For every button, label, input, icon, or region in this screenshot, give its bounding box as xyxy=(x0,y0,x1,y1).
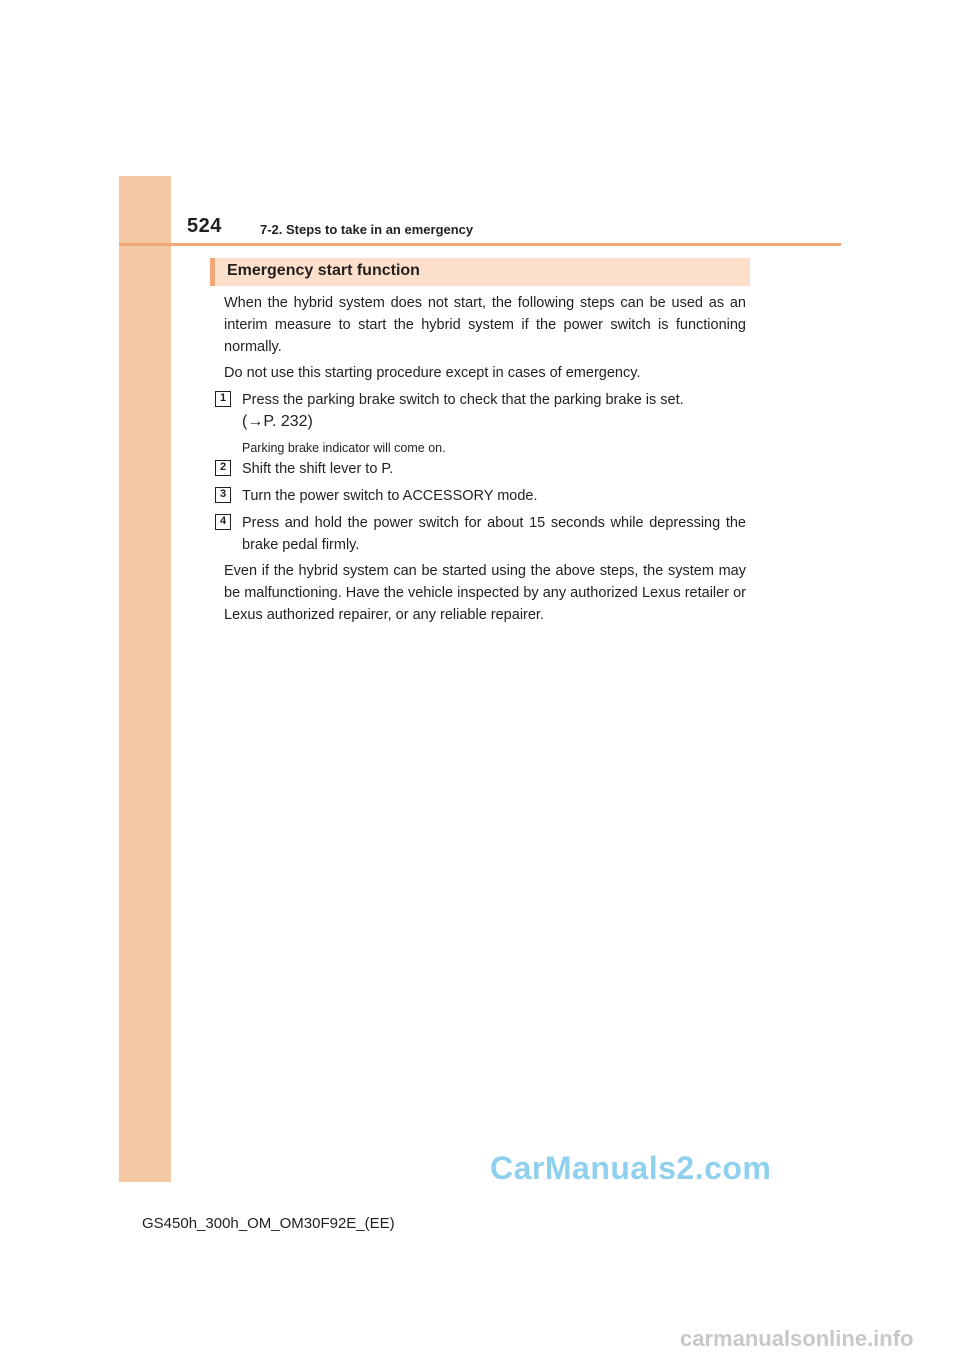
step-3-text: Turn the power switch to ACCESSORY mode. xyxy=(242,488,538,504)
step-1-line-1: Press the parking brake switch to check that the parking brake is set. xyxy=(242,392,684,408)
step-number-4: 4 xyxy=(215,514,231,530)
warning-paragraph: Do not use this starting procedure except in cases of emergency. xyxy=(224,365,641,381)
step-4-text: Press and hold the power switch for about 15 seconds while depressing the brake pedal firmly. xyxy=(242,515,746,553)
intro-paragraph: When the hybrid system does not start, the following steps can be used as an interim measure to start the hybrid system if the power switch is functioning normally. xyxy=(224,295,746,355)
step-number-3: 3 xyxy=(215,487,231,503)
step-number-1: 1 xyxy=(215,391,231,407)
header-rule xyxy=(119,243,841,246)
section-heading-bar xyxy=(210,258,750,286)
step-1-note: Parking brake indicator will come on. xyxy=(242,441,446,455)
page-sidebar-band xyxy=(119,176,171,1182)
page-number: 524 xyxy=(187,215,222,237)
footer-site-watermark: carmanualsonline.info xyxy=(680,1326,914,1351)
step-1-page-ref[interactable]: (→P. 232) xyxy=(242,413,313,430)
closing-paragraph: Even if the hybrid system can be started using the above steps, the system may be malfunctioning. Have the vehicle inspected by any authorized Lexus retailer or Lexus authorized repairer, or any reliable repairer. xyxy=(224,563,746,623)
watermark-logo: CarManuals2.com xyxy=(490,1150,772,1186)
step-2-text: Shift the shift lever to P. xyxy=(242,461,394,477)
chapter-title: 7-2. Steps to take in an emergency xyxy=(260,222,474,237)
step-1-text xyxy=(242,389,746,433)
footer-document-code: GS450h_300h_OM_OM30F92E_(EE) xyxy=(142,1215,395,1232)
step-number-2: 2 xyxy=(215,460,231,476)
section-title: Emergency start function xyxy=(227,262,420,279)
